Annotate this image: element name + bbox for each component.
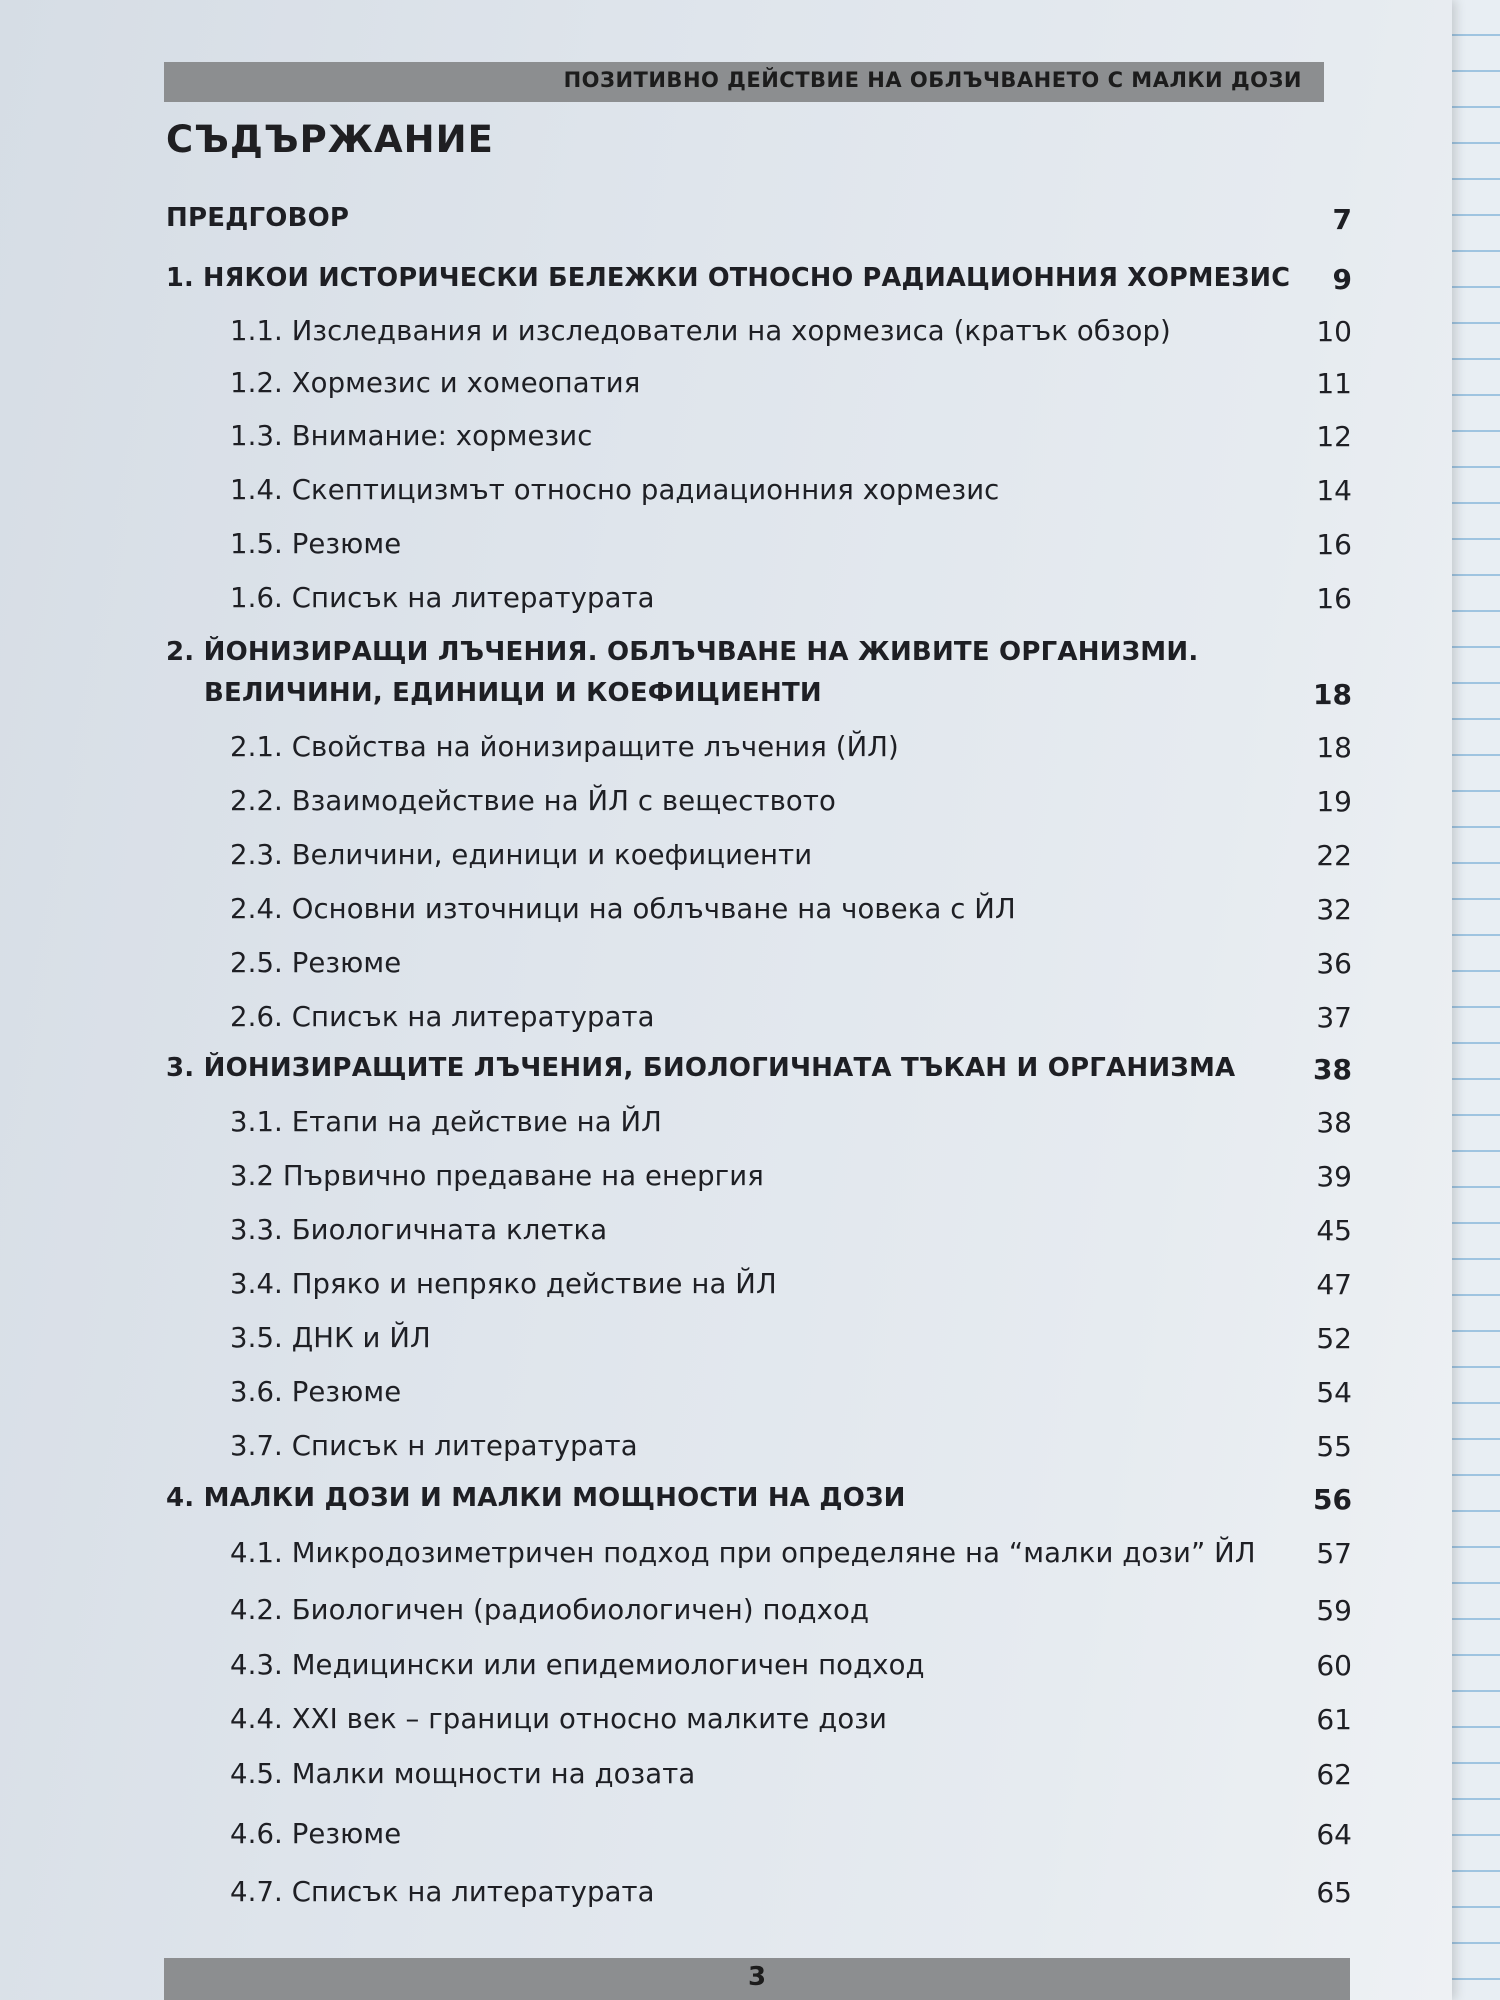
toc-entry-page: 22 — [1316, 839, 1352, 872]
toc-entry-label: 2.4. Основни източници на облъчване на човека с ЙЛ — [230, 893, 1016, 925]
toc-entry-page: 11 — [1316, 367, 1352, 400]
toc-entry-page: 56 — [1313, 1483, 1352, 1516]
toc-entry-page: 45 — [1316, 1214, 1352, 1247]
toc-entry-label: 2.5. Резюме — [230, 947, 402, 979]
toc-entry-page: 61 — [1316, 1703, 1352, 1736]
toc-entry-page: 54 — [1316, 1376, 1352, 1409]
toc-entry-page: 37 — [1316, 1001, 1352, 1034]
toc-entry-label: 3.7. Списък н литературата — [230, 1430, 638, 1462]
toc-entry-page: 18 — [1313, 678, 1352, 711]
toc-entry-page: 16 — [1316, 582, 1352, 615]
toc-entry-page: 47 — [1316, 1268, 1352, 1301]
toc-entry-label: 1.1. Изследвания и изследователи на хормезиса (кратък обзор) — [230, 315, 1171, 347]
toc-entry-label: 4.7. Списък на литературата — [230, 1876, 655, 1908]
toc-entry-label: 1.3. Внимание: хормезис — [230, 420, 593, 452]
toc-entry-page: 12 — [1316, 420, 1352, 453]
toc-entry-label: 3. ЙОНИЗИРАЩИТЕ ЛЪЧЕНИЯ, БИОЛОГИЧНАТА ТЪКАН И ОРГАНИЗМА — [166, 1053, 1236, 1083]
toc-entry-page: 14 — [1316, 474, 1352, 507]
toc-entry-label: 4.1. Микродозиметричен подход при определяне на “малки дози” ЙЛ — [230, 1537, 1256, 1569]
toc-entry-page: 10 — [1316, 315, 1352, 348]
toc-entry-label: 1.5. Резюме — [230, 528, 402, 560]
toc-entry-label: 4.2. Биологичен (радиобиологичен) подход — [230, 1594, 870, 1626]
toc-entry-label: 3.1. Етапи на действие на ЙЛ — [230, 1106, 662, 1138]
toc-entry-label: 3.2 Първично предаване на енергия — [230, 1160, 764, 1192]
toc-entry-page: 16 — [1316, 528, 1352, 561]
toc-entry-label: 4. МАЛКИ ДОЗИ И МАЛКИ МОЩНОСТИ НА ДОЗИ — [166, 1483, 906, 1513]
toc-entry-page: 7 — [1332, 203, 1352, 236]
toc-entry-label: 2.3. Величини, единици и коефициенти — [230, 839, 813, 871]
toc-entry-page: 65 — [1316, 1876, 1352, 1909]
toc-entry-page: 64 — [1316, 1818, 1352, 1851]
running-header-title: ПОЗИТИВНО ДЕЙСТВИЕ НА ОБЛЪЧВАНЕТО С МАЛКИ ДОЗИ — [563, 68, 1302, 92]
page-footer — [164, 1958, 1350, 2000]
toc-entry-page: 39 — [1316, 1160, 1352, 1193]
toc-entry-label: 3.3. Биологичната клетка — [230, 1214, 608, 1246]
toc-entry-page: 59 — [1316, 1594, 1352, 1627]
toc-title: СЪДЪРЖАНИЕ — [166, 118, 494, 161]
toc-entry-label: 2.2. Взаимодействие на ЙЛ с веществото — [230, 785, 836, 817]
toc-entry-page: 19 — [1316, 785, 1352, 818]
toc-entry-label: 1.2. Хормезис и хомеопатия — [230, 367, 641, 399]
toc-entry-page: 57 — [1316, 1537, 1352, 1570]
toc-entry-page: 38 — [1313, 1053, 1352, 1086]
page-number: 3 — [747, 1962, 767, 1992]
toc-entry-page: 60 — [1316, 1649, 1352, 1682]
toc-entry-label: 3.6. Резюме — [230, 1376, 402, 1408]
toc-entry-page: 32 — [1316, 893, 1352, 926]
toc-entry-label: 2.6. Списък на литературата — [230, 1001, 655, 1033]
toc-entry-label: 2.1. Свойства на йонизиращите лъчения (ЙЛ) — [230, 731, 899, 763]
toc-entry-label: 2. ЙОНИЗИРАЩИ ЛЪЧЕНИЯ. ОБЛЪЧВАНЕ НА ЖИВИТЕ ОРГАНИЗМИ. — [166, 637, 1199, 667]
toc-entry-page: 55 — [1316, 1430, 1352, 1463]
toc-entry-label: 4.3. Медицински или епидемиологичен подход — [230, 1649, 925, 1681]
toc-entry-page: 62 — [1316, 1758, 1352, 1791]
toc-entry-page: 36 — [1316, 947, 1352, 980]
toc-entry-label: 1.6. Списък на литературата — [230, 582, 655, 614]
toc-entry-label: 4.5. Малки мощности на дозата — [230, 1758, 696, 1790]
toc-entry-label: 1.4. Скептицизмът относно радиационния хормезис — [230, 474, 1000, 506]
toc-entry-label: 3.4. Пряко и непряко действие на ЙЛ — [230, 1268, 777, 1300]
toc-entry-label: 1. НЯКОИ ИСТОРИЧЕСКИ БЕЛЕЖКИ ОТНОСНО РАДИАЦИОННИЯ ХОРМЕЗИС — [166, 263, 1291, 293]
toc-entry-page: 18 — [1316, 731, 1352, 764]
toc-entry-label: 4.4. XXI век – граници относно малките дози — [230, 1703, 887, 1735]
toc-entry-label-line2: ВЕЛИЧИНИ, ЕДИНИЦИ И КОЕФИЦИЕНТИ — [204, 678, 822, 708]
toc-entry-page: 9 — [1332, 263, 1352, 296]
toc-entry-page: 38 — [1316, 1106, 1352, 1139]
toc-entry-label: 3.5. ДНК и ЙЛ — [230, 1322, 431, 1354]
toc-entry-page: 52 — [1316, 1322, 1352, 1355]
toc-entry-label: 4.6. Резюме — [230, 1818, 402, 1850]
toc-entry-label: ПРЕДГОВОР — [166, 203, 350, 233]
